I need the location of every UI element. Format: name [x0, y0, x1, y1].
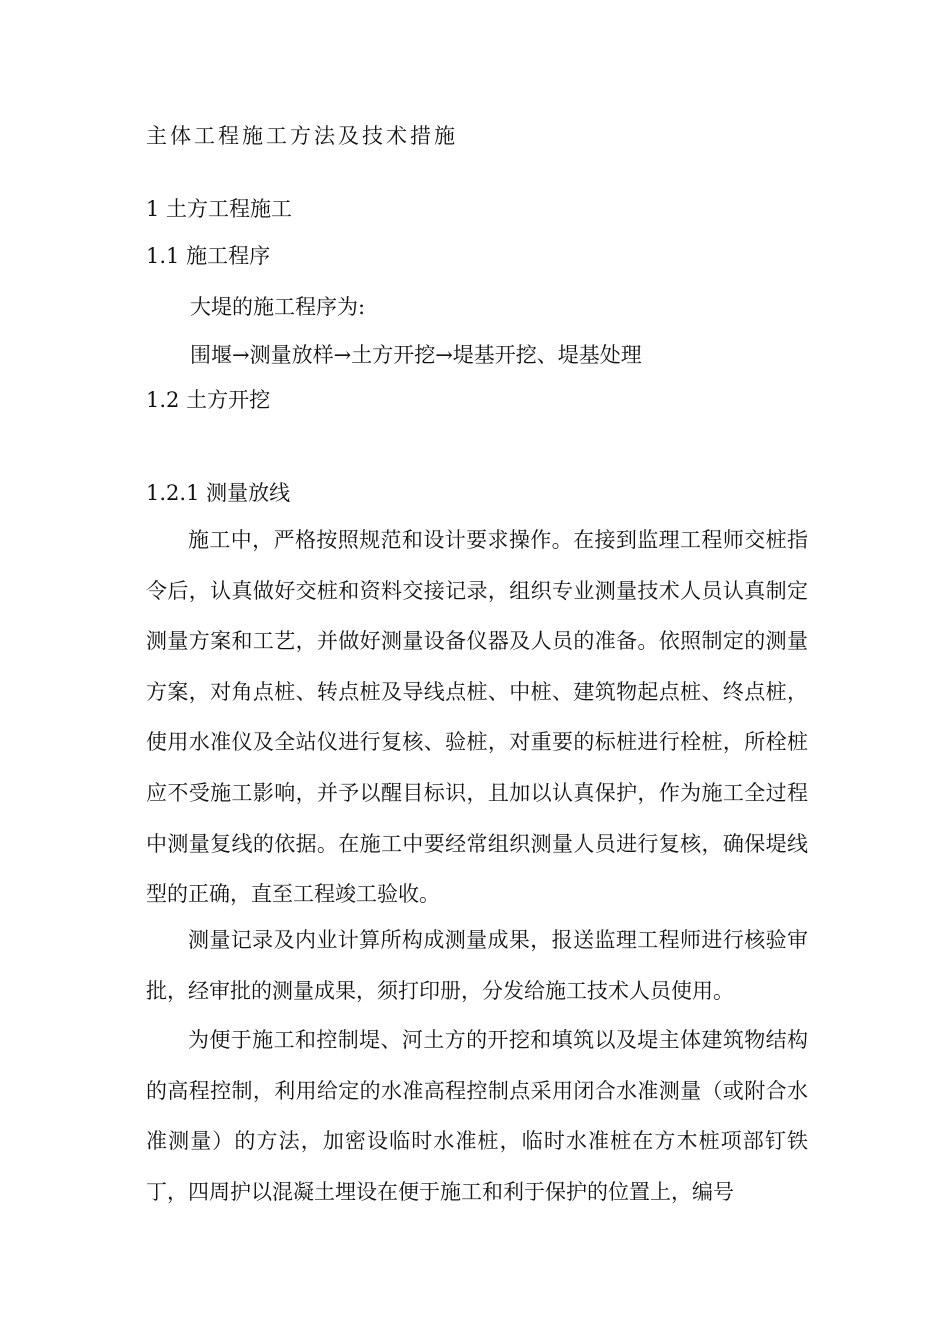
section-heading-1-2: 1.2 土方开挖 — [146, 388, 271, 412]
procedure-intro: 大堤的施工程序为: — [190, 295, 366, 319]
section-heading-1: 1 土方工程施工 — [146, 197, 293, 221]
section-heading-1-1: 1.1 施工程序 — [146, 244, 271, 268]
body-paragraph-records: 测量记录及内业计算所构成测量成果，报送监理工程师进行核验审批，经审批的测量成果，须打印册，分发给施工技术人员使用。 — [146, 928, 808, 1003]
procedure-steps: 围堰→测量放样→土方开挖→堤基开挖、堤基处理 — [190, 343, 642, 367]
body-paragraph-benchmarks: 为便于施工和控制堤、河土方的开挖和填筑以及堤主体建筑物结构的高程控制，利用给定的水准高程控制点采用闭合水准测量（或附合水准测量）的方法，加密设临时水准桩，临时水准桩在方木桩项部钉铁丁，四周护以混凝土埋设在便于施工和利于保护的位置上，编号 — [146, 1028, 808, 1204]
document-title: 主体工程施工方法及技术措施 — [146, 124, 458, 148]
body-paragraph-survey: 施工中，严格按照规范和设计要求操作。在接到监理工程师交桩指令后，认真做好交桩和资料交接记录，组织专业测量技术人员认真制定测量方案和工艺，并做好测量设备仪器及人员的准备。依照制定的测量方案，对角点桩、转点桩及导线点桩、中桩、建筑物起点桩、终点桩，使用水准仪及全站仪进行复核、验桩，对重要的标桩进行栓桩，所栓桩应不受施工影响，并予以醒目标识，且加以认真保护，作为施工全过程中测量复线的依据。在施工中要经常组织测量人员进行复核，确保堤线型的正确，直至工程竣工验收。 — [146, 528, 808, 907]
section-heading-1-2-1: 1.2.1 测量放线 — [146, 481, 291, 505]
